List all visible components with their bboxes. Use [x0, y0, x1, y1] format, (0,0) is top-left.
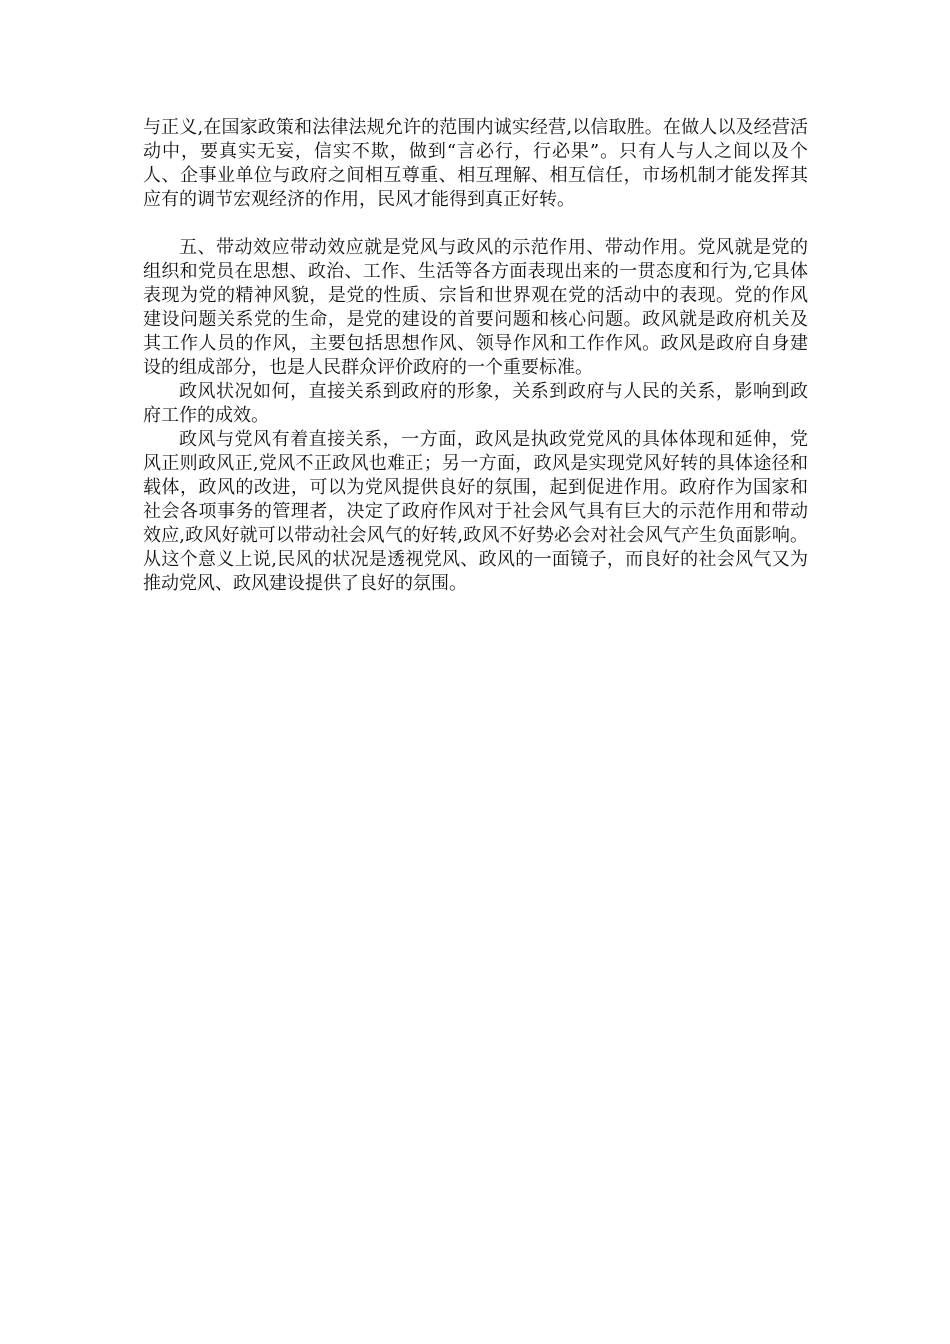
document-body	[143, 116, 808, 596]
paragraph-party-government-relation: 政风与党风有着直接关系，一方面，政风是执政党党风的具体体现和延伸，党风正则政风正,党风不正政风也难正；另一方面，政风是实现党风好转的具体途径和载体，政风的改进，可以为党风提供良好的氛围，起到促进作用。政府作为国家和社会各项事务的管理者，决定了政府作风对于社会风气具有巨大的示范作用和带动效应,政风好就可以带动社会风气的好转,政风不好势必会对社会风气产生负面影响。从这个意义上说,民风的状况是透视党风、政风的一面镜子，而良好的社会风气又为推动党风、政风建设提供了良好的氛围。	[143, 429, 808, 594]
paragraph-continuation: 与正义,在国家政策和法律法规允许的范围内诚实经营,以信取胜。在做人以及经营活动中，要真实无妄，信实不欺，做到“言必行，行必果”。只有人与人之间以及个人、企事业单位与政府之间相互尊重、相互理解、相互信任，市场机制才能发挥其应有的调节宏观经济的作用，民风才能得到真正好转。	[143, 117, 808, 210]
paragraph-section-five: 五、带动效应带动效应就是党风与政风的示范作用、带动作用。党风就是党的组织和党员在思想、政治、工作、生活等各方面表现出来的一贯态度和行为,它具体表现为党的精神风貌，是党的性质、宗旨和世界观在党的活动中的表现。党的作风建设问题关系党的生命，是党的建设的首要问题和核心问题。政风就是政府机关及其工作人员的作风，主要包括思想作风、领导作风和工作作风。政风是政府自身建设的组成部分，也是人民群众评价政府的一个重要标准。	[143, 237, 808, 378]
paragraph-government-style-status: 政风状况如何，直接关系到政府的形象，关系到政府与人民的关系，影响到政府工作的成效。	[143, 381, 808, 426]
